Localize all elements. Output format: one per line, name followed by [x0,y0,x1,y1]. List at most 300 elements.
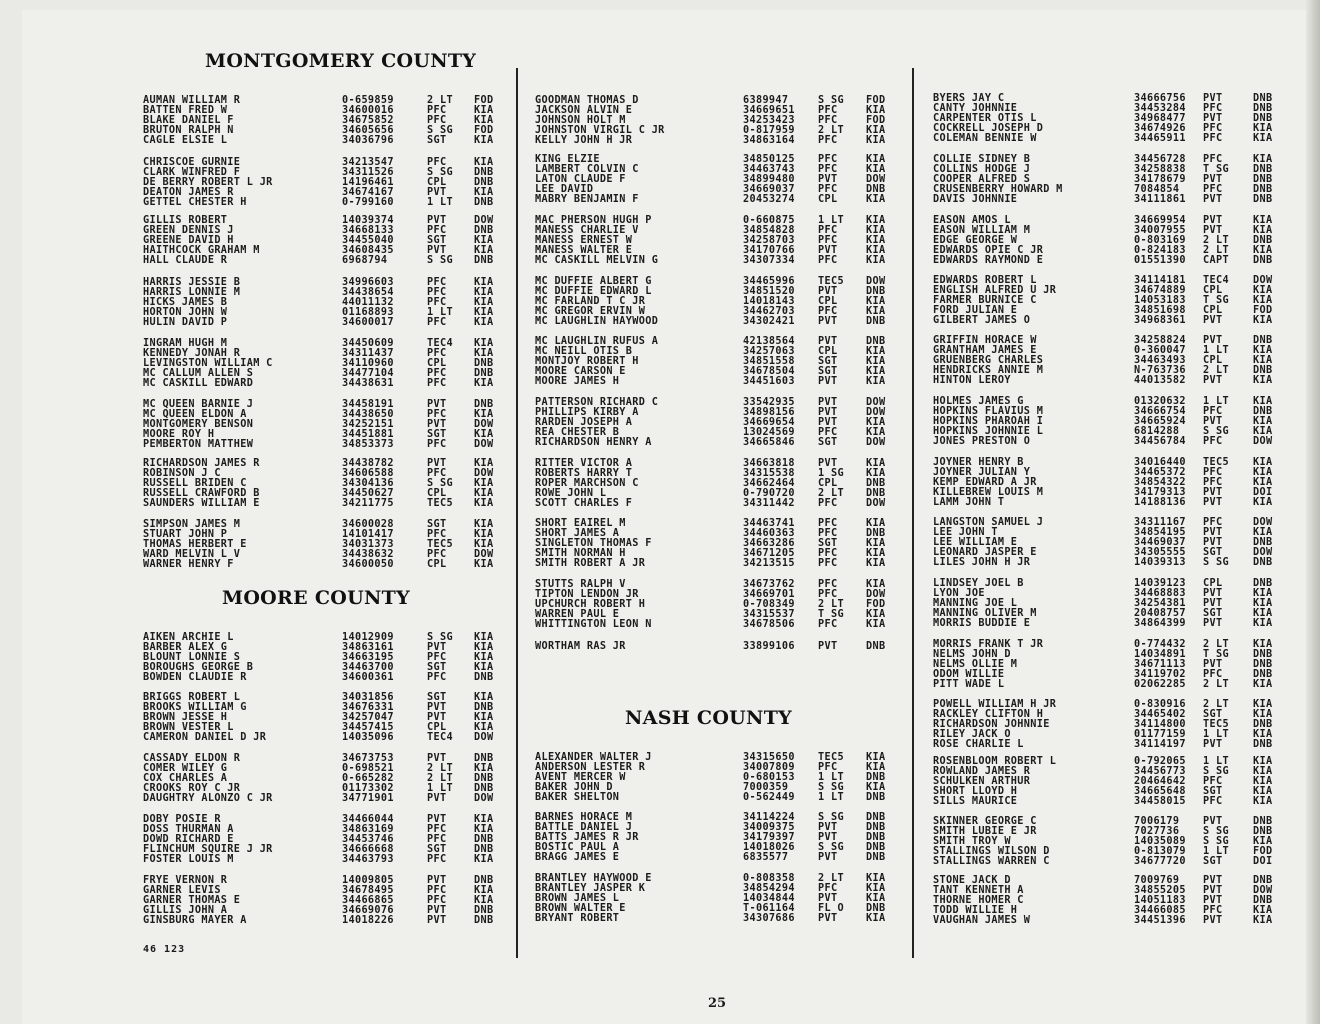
rank: PVT [427,753,447,764]
soldier-name: FORD JULIAN E [933,305,1018,317]
serial-number: 34305555 [1134,547,1186,559]
rank: PVT [427,702,447,714]
rank: PVT [1203,895,1223,907]
roster-entry [933,437,1313,447]
rank: PFC [1203,776,1223,788]
casualty-status: DNB [1253,335,1273,346]
casualty-status: DNB [866,792,886,804]
casualty-status: DNB [1253,174,1273,186]
serial-number: 34665924 [1134,416,1186,428]
rank: S SG [427,167,453,179]
soldier-name: BRAGG JAMES E [535,852,620,864]
roster-group [933,876,1313,926]
serial-number: N-763736 [1134,365,1186,377]
rank: SGT [1203,547,1223,559]
rank: 1 LT [1203,756,1229,767]
serial-number: 34456784 [1134,436,1186,448]
rank: PVT [818,376,838,388]
soldier-name: MC LAUGHLIN HAYWOOD [535,316,659,328]
roster-group [535,753,915,803]
casualty-status: DNB [866,528,886,540]
soldier-name: MANNING JOE L [933,598,1018,610]
casualty-status: DNB [866,286,886,298]
serial-number: 14035096 [342,732,394,744]
rank: PVT [818,245,838,257]
casualty-status: DNB [866,336,886,347]
rank: PFC [818,883,838,895]
casualty-status: KIA [474,632,494,643]
serial-number: 34678506 [743,619,795,631]
rank: PFC [1203,184,1223,196]
serial-number: 14188136 [1134,497,1186,509]
rank: 2 LT [1203,365,1229,377]
page-number: 25 [708,996,727,1011]
soldier-name: STONE JACK D [933,875,1011,886]
rank: T SG [1203,164,1229,176]
rank: PVT [1203,875,1223,886]
casualty-status: KIA [866,883,886,895]
serial-number: 34855205 [1134,885,1186,897]
rank: S SG [1203,426,1229,438]
roster-entry [933,256,1313,266]
serial-number: 34851520 [743,286,795,298]
soldier-name: GOODMAN THOMAS D [535,95,639,106]
soldier-name: WORTHAM RAS JR [535,641,626,652]
rank: 1 LT [427,783,453,795]
soldier-name: LEE JOHN T [933,527,998,539]
soldier-name: STALLINGS WILSON D [933,846,1050,858]
casualty-status: KIA [1253,709,1273,721]
casualty-status: KIA [474,814,494,825]
casualty-status: DNB [1253,255,1273,267]
casualty-status: KIA [474,245,494,257]
soldier-name: BRUTON RALPH N [143,125,234,137]
serial-number: 34671205 [743,548,795,560]
serial-number: 34605656 [342,125,394,137]
soldier-name: BROWN JESSE H [143,712,228,724]
soldier-name: DAVIS JOHNNIE [933,194,1018,206]
serial-number: 02062285 [1134,679,1186,691]
soldier-name: ROBINSON J C [143,468,221,480]
roster-group [535,813,915,863]
casualty-status: DOW [1253,517,1273,528]
serial-number: 34968361 [1134,315,1186,327]
county-heading: MOORE COUNTY [222,587,410,609]
serial-number: 34031856 [342,692,394,703]
serial-number: 34438654 [342,287,394,299]
soldier-name: MANESS CHARLIE V [535,225,639,237]
casualty-status: KIA [1253,699,1273,710]
soldier-name: MABRY BENJAMIN F [535,194,639,206]
serial-number: 34463493 [1134,355,1186,367]
soldier-name: LATON CLAUDE F [535,174,626,186]
soldier-name: HOPKINS JOHNNIE L [933,426,1044,438]
rank: PVT [818,893,838,905]
soldier-name: RACKLEY CLIFTON H [933,709,1044,721]
casualty-status: KIA [474,854,494,866]
casualty-status: KIA [1253,416,1273,428]
casualty-status: DOW [474,549,494,561]
rank: PVT [1203,335,1223,346]
rank: PFC [818,164,838,176]
rank: 2 LT [818,488,844,500]
rank: PVT [1203,215,1223,226]
casualty-status: KIA [474,307,494,319]
serial-number: 0-803169 [1134,235,1186,247]
casualty-status: KIA [1253,375,1273,387]
roster-entry [143,136,523,146]
rank: PVT [1203,487,1223,499]
soldier-name: RUSSELL CRAWFORD B [143,488,260,500]
soldier-name: SCHULKEN ARTHUR [933,776,1031,788]
rank: PFC [427,348,447,360]
roster-group [535,519,915,569]
rank: PVT [1203,537,1223,549]
soldier-name: SHORT EAIREL M [535,518,626,529]
rank: PVT [818,832,838,844]
soldier-name: SCOTT CHARLES F [535,498,633,510]
roster-group [933,336,1313,386]
soldier-name: COLLINS HODGE J [933,164,1031,176]
footer-code: 46 123 [143,944,186,955]
casualty-status: DNB [474,177,494,189]
rank: PFC [427,468,447,480]
roster-entry [143,733,523,743]
casualty-status: KIA [474,115,494,127]
soldier-name: EDWARDS OPIE C JR [933,245,1044,257]
roster-entry [535,136,915,146]
serial-number: 34453746 [342,834,394,846]
serial-number: 34671113 [1134,659,1186,671]
rank: PFC [818,518,838,529]
roster-entry [535,317,915,327]
serial-number: 0-774432 [1134,639,1186,650]
rank: SGT [1203,856,1223,868]
serial-number: 34674167 [342,187,394,199]
soldier-name: CROOKS ROY C JR [143,783,241,795]
serial-number: 0-813079 [1134,846,1186,858]
serial-number: 34663286 [743,538,795,550]
soldier-name: ROBERTS HARRY T [535,468,633,480]
casualty-status: DNB [474,834,494,846]
rank: TEC5 [818,276,844,287]
casualty-status: KIA [474,378,494,390]
roster-group [933,94,1313,144]
casualty-status: DOW [866,589,886,601]
rank: CPL [818,194,838,206]
roster-group [143,278,523,328]
roster-entry [143,855,523,865]
soldier-name: EDWARDS RAYMOND E [933,255,1044,267]
casualty-status: KIA [1253,836,1273,848]
casualty-status: DNB [474,225,494,237]
casualty-status: KIA [474,348,494,360]
rank: S SG [1203,836,1229,848]
casualty-status: DNB [474,783,494,795]
soldier-name: MC NEILL OTIS B [535,346,633,358]
casualty-status: KIA [1253,766,1273,778]
roster-group [535,874,915,924]
soldier-name: BATTS JAMES R JR [535,832,639,844]
serial-number: 0-792065 [1134,756,1186,767]
soldier-name: SILLS MAURICE [933,796,1018,808]
roster-entry [933,797,1313,807]
soldier-name: KELLY JOHN H JR [535,135,633,147]
casualty-status: KIA [474,652,494,664]
serial-number: 7084854 [1134,184,1180,196]
rank: 1 LT [427,197,453,209]
serial-number: 6968794 [342,255,388,267]
rank: PVT [1203,174,1223,186]
rank: PFC [818,558,838,570]
serial-number: 34213547 [342,157,394,168]
serial-number: 34451396 [1134,915,1186,927]
casualty-status: KIA [866,782,886,794]
serial-number: 34678495 [342,885,394,897]
serial-number: 34465911 [1134,133,1186,145]
roster-entry [535,620,915,630]
rank: FL O [818,903,844,915]
rank: PFC [427,439,447,451]
rank: PFC [427,317,447,329]
rank: SGT [427,519,447,530]
soldier-name: GREENE DAVID H [143,235,234,247]
serial-number: 34676331 [342,702,394,714]
serial-number: 01551390 [1134,255,1186,267]
roster-group [143,339,523,389]
casualty-status: DNB [474,399,494,410]
serial-number: 0-562449 [743,792,795,804]
serial-number: 34477104 [342,368,394,380]
soldier-name: FRYE VERNON R [143,875,228,886]
soldier-name: LEONARD JASPER E [933,547,1037,559]
soldier-name: MC CASKILL MELVIN G [535,255,659,267]
soldier-name: HARRIS JESSIE B [143,277,241,288]
serial-number: 34438650 [342,409,394,421]
rank: PFC [427,287,447,299]
soldier-name: JONES PRESTON O [933,436,1031,448]
rank: CAPT [1203,255,1229,267]
rank: PVT [427,458,447,469]
serial-number: 34466044 [342,814,394,825]
serial-number: 14039123 [1134,578,1186,589]
casualty-status: KIA [474,642,494,654]
casualty-status: DNB [866,488,886,500]
casualty-status: FOD [474,95,494,106]
serial-number: 6835577 [743,852,789,864]
soldier-name: FLINCHUM SQUIRE J JR [143,844,273,856]
serial-number: 34468883 [1134,588,1186,600]
soldier-name: MANESS ERNEST W [535,235,633,247]
rank: CPL [427,722,447,734]
serial-number: 14018026 [743,842,795,854]
rank: PFC [427,652,447,664]
casualty-status: KIA [474,895,494,907]
rank: S SG [1203,826,1229,838]
rank: PFC [1203,796,1223,808]
casualty-status: KIA [866,538,886,550]
roster-entry [143,673,523,683]
casualty-status: DOW [866,437,886,449]
casualty-status: DNB [474,702,494,714]
rank: SGT [427,235,447,247]
serial-number: 34864399 [1134,618,1186,630]
casualty-status: KIA [866,235,886,247]
casualty-status: KIA [474,135,494,147]
soldier-name: MONTGOMERY BENSON [143,419,254,431]
rank: TEC5 [1203,457,1229,468]
serial-number: 34455040 [342,235,394,247]
soldier-name: REA CHESTER B [535,427,620,439]
rank: PFC [1203,133,1223,145]
soldier-name: AVENT MERCER W [535,772,626,784]
rank: SGT [818,538,838,550]
serial-number: 44013582 [1134,375,1186,387]
soldier-name: MORRIS BUDDIE E [933,618,1031,630]
serial-number: 34311526 [342,167,394,179]
page-edge-shadow [1306,0,1320,1024]
rank: PFC [818,135,838,147]
serial-number: 34669651 [743,105,795,117]
serial-number: 34669954 [1134,215,1186,226]
soldier-name: GARNER LEVIS [143,885,221,897]
rank: PVT [427,793,447,805]
roster-group [143,815,523,865]
rank: PFC [1203,154,1223,165]
roster-entry [933,680,1313,690]
serial-number: 34853373 [342,439,394,451]
rank: 2 LT [1203,699,1229,710]
roster-group [535,96,915,146]
rank: S SG [1203,557,1229,569]
rank: PFC [427,824,447,836]
casualty-status: DOW [474,468,494,480]
soldier-name: RICHARDSON HENRY A [535,437,652,449]
roster-group [933,397,1313,447]
roster-entry [933,740,1313,750]
soldier-name: ODOM WILLIE [933,669,1005,681]
rank: PFC [818,589,838,601]
casualty-status: DOW [1253,547,1273,559]
casualty-status: KIA [866,215,886,226]
serial-number: 01177159 [1134,729,1186,741]
serial-number: 14034891 [1134,649,1186,661]
casualty-status: KIA [474,692,494,703]
serial-number: 6389947 [743,95,789,106]
rank: PVT [818,286,838,298]
soldier-name: SMITH LUBIE E JR [933,826,1037,838]
roster-entry [143,440,523,450]
soldier-name: CASSADY ELDON R [143,753,241,764]
soldier-name: MOORE CARSON E [535,366,626,378]
roster-group [143,216,523,266]
roster-entry [933,857,1313,867]
casualty-status: KIA [866,194,886,206]
soldier-name: HINTON LEROY [933,375,1011,387]
serial-number: 20453274 [743,194,795,206]
casualty-status: DNB [474,753,494,764]
rank: PFC [818,154,838,165]
soldier-name: COCKRELL JOSEPH D [933,123,1044,135]
rank: PVT [818,913,838,925]
rank: 2 LT [1203,245,1229,257]
serial-number: 34669654 [743,417,795,429]
casualty-status: DNB [1253,93,1273,104]
serial-number: 34465372 [1134,467,1186,479]
casualty-status: DOW [474,793,494,805]
soldier-name: ALEXANDER WALTER J [535,752,652,763]
roster-entry [143,499,523,509]
serial-number: 20408757 [1134,608,1186,620]
serial-number: 34465402 [1134,709,1186,721]
casualty-status: DOI [1253,856,1273,868]
casualty-status: DNB [1253,739,1273,751]
soldier-name: LINDSEY JOEL B [933,578,1024,589]
rank: PFC [427,378,447,390]
soldier-name: STUTTS RALPH V [535,579,626,590]
rank: PFC [427,157,447,168]
casualty-status: KIA [866,296,886,308]
rank: PFC [1203,905,1223,917]
casualty-status: DOW [474,732,494,744]
serial-number: 34863164 [743,135,795,147]
soldier-name: BATTLE DANIEL J [535,822,633,834]
soldier-name: CLARK WINFRED F [143,167,241,179]
rank: CPL [1203,578,1223,589]
rank: SGT [427,662,447,674]
serial-number: 34252151 [342,419,394,431]
casualty-status: KIA [866,873,886,884]
county-heading: NASH COUNTY [625,707,793,729]
casualty-status: KIA [474,559,494,571]
serial-number: 14018143 [743,296,795,308]
casualty-status: KIA [474,662,494,674]
soldier-name: ROPER MARCHSON C [535,478,639,490]
casualty-status: DNB [866,842,886,854]
serial-number: 34114800 [1134,719,1186,731]
serial-number: 34665846 [743,437,795,449]
soldier-name: MORRIS FRANK T JR [933,639,1044,650]
soldier-name: COOPER ALFRED S [933,174,1031,186]
serial-number: 34460363 [743,528,795,540]
casualty-status: KIA [474,429,494,441]
rank: PVT [1203,416,1223,428]
casualty-status: DNB [474,197,494,209]
casualty-status: FOD [474,125,494,137]
serial-number: 7027736 [1134,826,1180,838]
rank: PVT [1203,194,1223,206]
soldier-name: BYERS JAY C [933,93,1005,104]
casualty-status: KIA [474,488,494,500]
rank: CPL [818,296,838,308]
rank: PVT [1203,497,1223,509]
serial-number: 34466085 [1134,905,1186,917]
roster-group [933,518,1313,568]
casualty-status: DNB [1253,669,1273,681]
soldier-name: BOSTIC PAUL A [535,842,620,854]
soldier-name: PHILLIPS KIRBY A [535,407,639,419]
rank: CPL [427,177,447,189]
roster-entry [933,195,1313,205]
serial-number: 34036796 [342,135,394,147]
casualty-status: KIA [1253,786,1273,798]
casualty-status: KIA [474,824,494,836]
soldier-name: MANNING OLIVER M [933,608,1037,620]
serial-number: 34608435 [342,245,394,257]
casualty-status: KIA [1253,905,1273,917]
soldier-name: RICHARDSON JOHNNIE [933,719,1050,731]
serial-number: 44011132 [342,297,394,309]
